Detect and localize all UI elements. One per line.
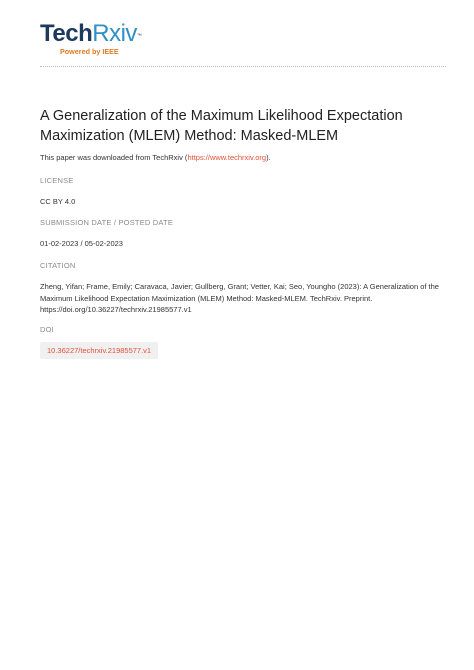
citation-text: Zheng, Yifan; Frame, Emily; Caravaca, Javier; Gullberg, Grant; Vetter, Kai; Seo, Youngho (2023): A Generalization of the Maximum Likelihood Expectation Maximization (MLEM) Method: Masked-MLEM. TechRxiv. Preprint. https://doi.org/10.36227/techrxiv.21985577.v1 <box>40 282 439 314</box>
dates-label: SUBMISSION DATE / POSTED DATE <box>40 218 174 227</box>
techrxiv-link[interactable]: https://www.techrxiv.org <box>187 153 267 162</box>
logo-rxiv-text: Rxiv <box>92 20 137 47</box>
doi-label: DOI <box>40 325 54 334</box>
logo-trademark: ™ <box>136 33 142 39</box>
download-notice-suffix: ). <box>266 153 271 162</box>
logo-powered-by: Powered by IEEE <box>60 47 119 56</box>
download-notice-prefix: This paper was downloaded from TechRxiv ( <box>40 153 188 162</box>
dates-value: 01-02-2023 / 05-02-2023 <box>40 239 123 248</box>
download-notice <box>40 153 271 162</box>
logo-tech-text: Tech <box>40 20 93 47</box>
license-link[interactable]: CC BY 4.0 <box>40 197 76 206</box>
header-divider <box>40 66 446 67</box>
citation-label: CITATION <box>40 261 76 270</box>
license-label: LICENSE <box>40 176 74 185</box>
logo-wordmark <box>40 22 150 46</box>
doi-link[interactable]: 10.36227/techrxiv.21985577.v1 <box>40 342 158 359</box>
techrxiv-logo[interactable] <box>40 22 150 62</box>
paper-title: A Generalization of the Maximum Likelihood Expectation Maximization (MLEM) Method: Masked-MLEM <box>40 108 403 144</box>
